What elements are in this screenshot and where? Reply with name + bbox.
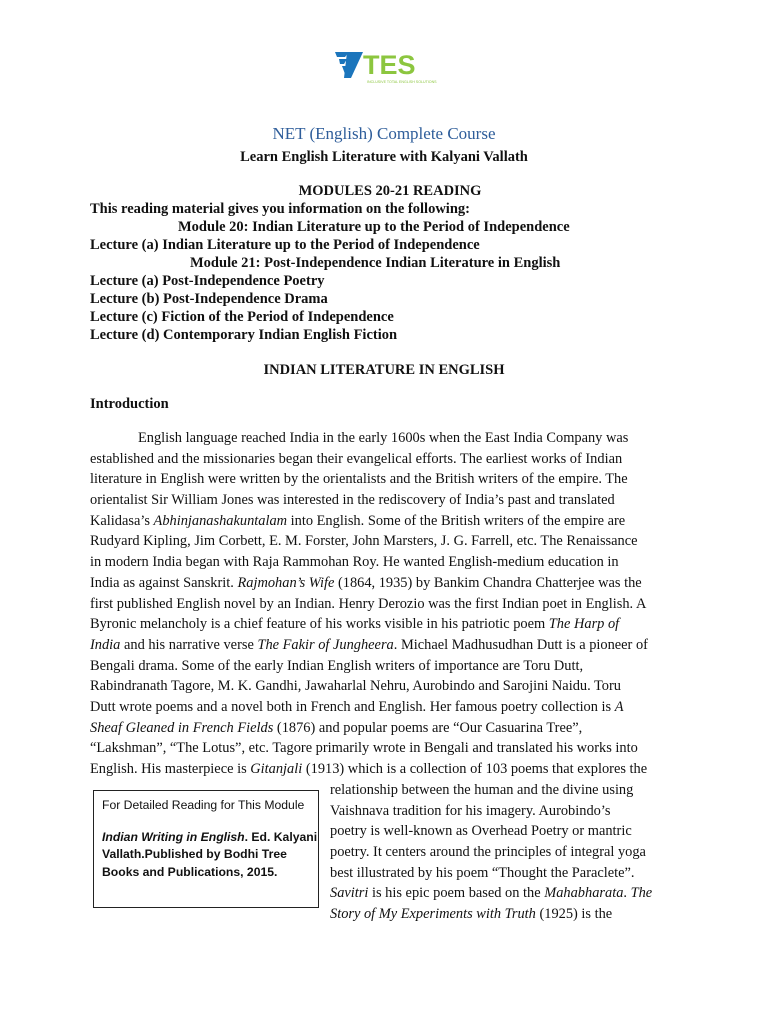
modules-heading: MODULES 20-21 READING xyxy=(298,183,482,199)
lecture-21d: Lecture (d) Contemporary Indian English Fiction xyxy=(90,327,398,343)
work-title: India xyxy=(90,636,121,653)
paragraph-line: Vaishnava tradition for his imagery. Aurobindo’s xyxy=(330,802,611,819)
paragraph-line: best illustrated by his poem “Thought the Paraclete”. xyxy=(330,864,635,881)
paragraph-line: Bengali drama. Some of the early Indian English writers of importance are Toru Dutt, xyxy=(90,657,584,674)
tes-logo xyxy=(333,48,437,88)
work-title: Savitri xyxy=(330,885,369,902)
paragraph-line: India as against Sanskrit. Rajmohan’s Wife (1864, 1935) by Bankim Chandra Chatterjee was the xyxy=(90,574,642,591)
reference-line: Indian Writing in English. Ed. Kalyani xyxy=(102,829,318,844)
course-title: NET (English) Complete Course xyxy=(272,124,496,143)
lecture-20a: Lecture (a) Indian Literature up to the Period of Independence xyxy=(90,237,480,253)
paragraph-line: English. His masterpiece is Gitanjali (1913) which is a collection of 103 poems that explores the xyxy=(90,761,648,777)
work-title: Story of My Experiments with Truth xyxy=(330,906,536,923)
work-title: Gitanjali xyxy=(250,761,303,777)
paragraph-line: established and the missionaries began their evangelical efforts. The earliest works of Indian xyxy=(90,450,623,467)
course-subtitle: Learn English Literature with Kalyani Vallath xyxy=(240,149,528,165)
lecture-21a: Lecture (a) Post-Independence Poetry xyxy=(90,273,325,289)
work-title: The xyxy=(630,885,653,902)
module-20-title: Module 20: Indian Literature up to the Period of Independence xyxy=(178,219,570,235)
module-21-title: Module 21: Post-Independence Indian Literature in English xyxy=(190,255,561,271)
paragraph-line: poetry. It centers around the principles of integral yoga xyxy=(330,844,646,861)
section-heading: INDIAN LITERATURE IN ENGLISH xyxy=(263,362,505,378)
paragraph-line: English language reached India in the early 1600s when the East India Company was xyxy=(138,430,629,446)
introduction-paragraph xyxy=(90,428,680,780)
paragraph-line: Byronic melancholy is a chief feature of his works visible in his patriotic poem The Harp of xyxy=(90,616,620,633)
wrapped-paragraph xyxy=(330,780,685,925)
modules-intro: This reading material gives you information on the following: xyxy=(90,201,470,217)
work-title: Rajmohan’s Wife xyxy=(237,574,335,591)
svg-text:INCLUSIVE TOTAL ENGLISH SOLUTI: INCLUSIVE TOTAL ENGLISH SOLUTIONS xyxy=(367,80,437,84)
paragraph-line: orientalist Sir William Jones was interested in the rediscovery of India’s past and translated xyxy=(90,492,615,509)
paragraph-line: Rudyard Kipling, Jim Corbett, E. M. Forster, John Marsters, J. G. Farrell, etc. The Renaissance xyxy=(90,533,638,550)
paragraph-line: Kalidasa’s Abhinjanashakuntalam into English. Some of the British writers of the empire are xyxy=(90,512,626,529)
reference-line: Vallath.Published by Bodhi Tree xyxy=(102,847,287,861)
paragraph-line: Savitri is his epic poem based on the Mahabharata. The xyxy=(330,885,653,902)
paragraph-line: first published English novel by an Indian. Henry Derozio was the first Indian poet in English. A xyxy=(90,595,647,612)
tes-logo-mark xyxy=(333,48,437,88)
work-title: Abhinjanashakuntalam xyxy=(153,512,288,529)
paragraph-line: “Lakshman”, “The Lotus”, etc. Tagore primarily wrote in Bengali and translated his works into xyxy=(90,740,638,757)
paragraph-line: Dutt wrote poems and a novel both in French and English. Her famous poetry collection is A xyxy=(90,698,624,715)
work-title: The Harp of xyxy=(548,616,620,633)
lecture-21c: Lecture (c) Fiction of the Period of Independence xyxy=(90,309,394,325)
paragraph-line: India and his narrative verse The Fakir of Jungheera. Michael Madhusudhan Dutt is a pioneer of xyxy=(90,636,648,653)
detailed-reading-label: For Detailed Reading for This Module xyxy=(102,798,305,812)
introduction-heading: Introduction xyxy=(90,396,169,412)
reference-title: Indian Writing in English xyxy=(102,829,245,844)
work-title: The Fakir of Jungheera xyxy=(257,636,394,653)
reference-line: Books and Publications, 2015. xyxy=(102,864,278,879)
paragraph-line: in modern India began with Raja Rammohan Roy. He wanted English-medium education in xyxy=(90,554,619,571)
work-title: A xyxy=(614,698,624,715)
paragraph-line: literature in English were written by the orientalists and the British writers of the empire. The xyxy=(90,471,628,488)
work-title: Sheaf Gleaned in French Fields xyxy=(90,719,274,736)
modules-block xyxy=(90,182,690,344)
paragraph-line: Rabindranath Tagore, M. K. Gandhi, Jawaharlal Nehru, Aurobindo and Sarojini Naidu. Toru xyxy=(90,678,621,695)
paragraph-line: poetry is well-known as Overhead Poetry or mantric xyxy=(330,823,632,840)
work-title: Mahabharata xyxy=(544,885,624,902)
detailed-reading-box xyxy=(93,790,319,908)
lecture-21b: Lecture (b) Post-Independence Drama xyxy=(90,291,328,307)
svg-text:TES: TES xyxy=(363,50,416,80)
paragraph-line: Story of My Experiments with Truth (1925) is the xyxy=(330,906,613,923)
paragraph-line: Sheaf Gleaned in French Fields (1876) and popular poems are “Our Casuarina Tree”, xyxy=(90,719,583,736)
paragraph-line: relationship between the human and the divine using xyxy=(330,782,634,798)
